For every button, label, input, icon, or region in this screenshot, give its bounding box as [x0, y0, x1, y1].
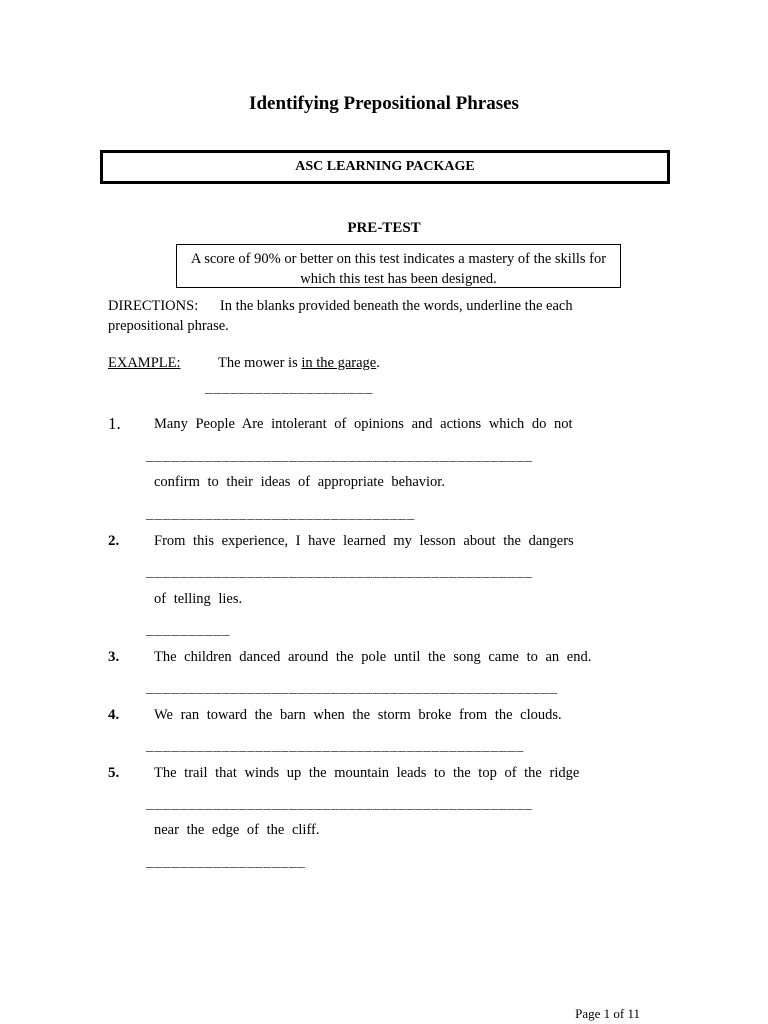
document-title: Identifying Prepositional Phrases [249, 93, 519, 114]
example-label-text: EXAMPLE [108, 355, 177, 371]
example-before: The mower is [218, 355, 302, 371]
section-heading: PRE-TEST [347, 220, 421, 236]
item-4-blank-1[interactable]: _____________________________________________ [146, 739, 525, 754]
item-number: 5. [108, 765, 120, 781]
directions-label: DIRECTIONS: [108, 298, 199, 314]
package-label: ASC LEARNING PACKAGE [295, 159, 475, 174]
item-2-blank-1[interactable]: ______________________________________________ [146, 565, 533, 580]
item-2-line-1: From this experience, I have learned my lesson about the dangers [154, 533, 574, 549]
item-number: 4. [108, 707, 120, 723]
directions-text: In the blanks provided beneath the words, underline the each prepositional phrase. [108, 298, 573, 334]
example [108, 355, 380, 372]
item-1-blank-2[interactable]: ________________________________ [146, 507, 415, 522]
item-1-blank-1[interactable]: ______________________________________________ [146, 449, 533, 464]
item-5-line-1: The trail that winds up the mountain leads to the top of the ridge [154, 765, 580, 781]
example-colon: : [176, 355, 181, 371]
directions [108, 296, 648, 336]
item-3-blank-1[interactable]: _________________________________________________ [146, 681, 558, 696]
example-phrase: in the garage [301, 355, 377, 371]
item-5-blank-2[interactable]: ___________________ [146, 855, 306, 870]
item-3-line-1: The children danced around the pole until the song came to an end. [154, 649, 592, 665]
page-number: Page 1 of 11 [575, 1006, 640, 1021]
item-number: 1. [108, 414, 121, 433]
item-5-line-2: near the edge of the cliff. [154, 822, 320, 838]
item-2-blank-2[interactable]: __________ [146, 623, 231, 638]
item-5-blank-1[interactable]: ______________________________________________ [146, 797, 533, 812]
score-note: A score of 90% or better on this test indicates a mastery of the skills for which this test has been designed. [176, 244, 621, 288]
item-1-line-2: confirm to their ideas of appropriate behavior. [154, 474, 445, 490]
item-1-line-1: Many People Are intolerant of opinions and actions which do not [154, 416, 573, 432]
item-4-line-1: We ran toward the barn when the storm broke from the clouds. [154, 707, 562, 723]
example-label [108, 355, 218, 372]
item-2-line-2: of telling lies. [154, 591, 243, 607]
item-number: 3. [108, 649, 120, 665]
example-after: . [376, 355, 380, 371]
item-number: 2. [108, 533, 120, 549]
example-blank[interactable]: ____________________ [205, 381, 374, 396]
